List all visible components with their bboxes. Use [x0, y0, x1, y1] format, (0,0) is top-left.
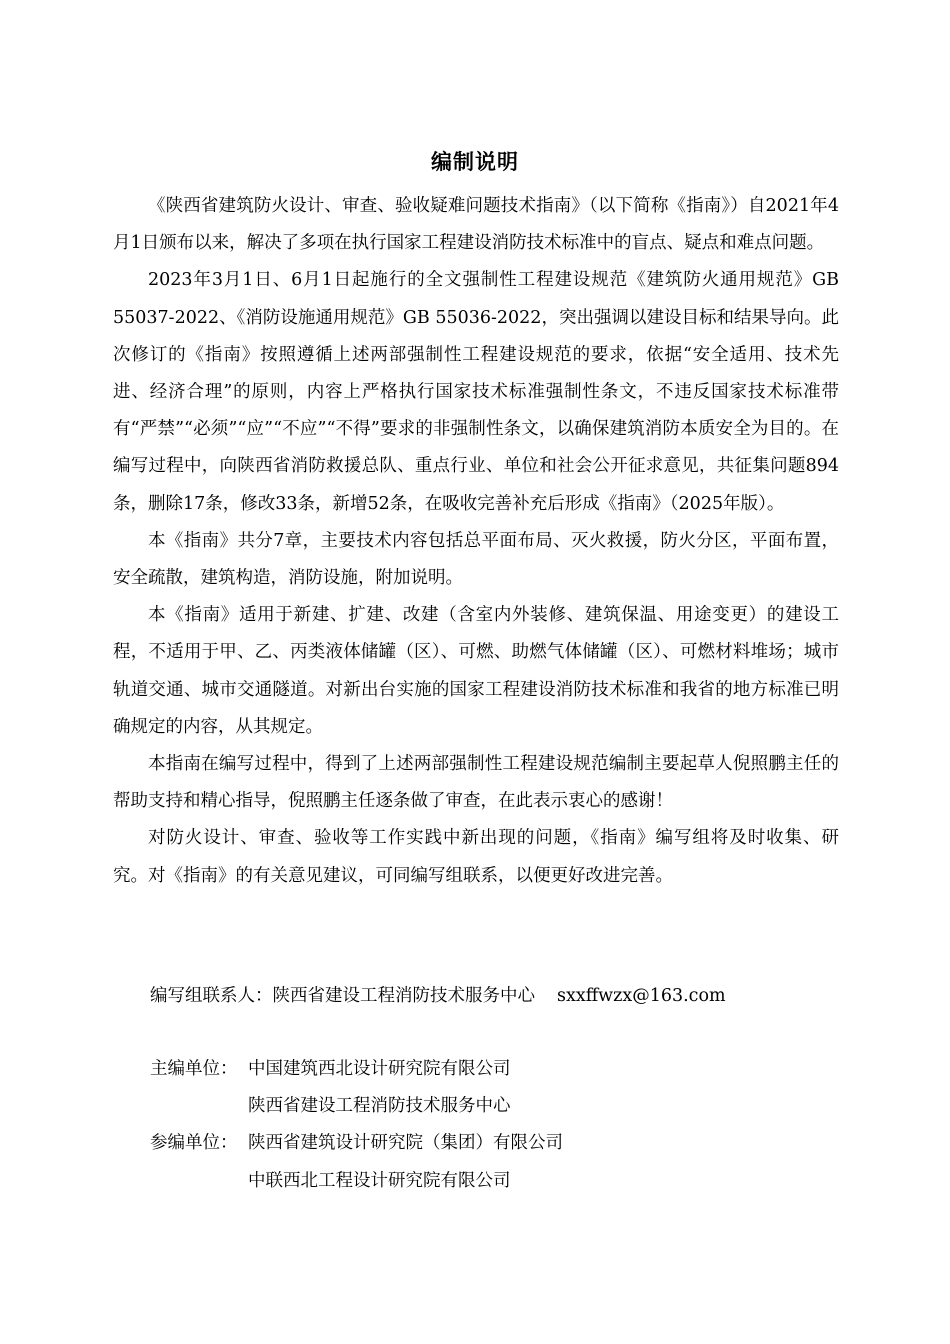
- paragraph-feedback: 对防火设计、审查、验收等工作实践中新出现的问题，《指南》编写组将及时收集、研究。对《指南》的有关意见建议，可同编写组联系，以便更好改进完善。: [113, 828, 839, 886]
- participating-units-label: 参编单位：: [150, 1133, 238, 1154]
- participating-unit-row: [150, 1163, 563, 1200]
- participating-unit-row: [150, 1125, 563, 1162]
- contact-email: sxxffwzx@163.com: [557, 986, 726, 1006]
- chief-units-label: 主编单位：: [150, 1059, 238, 1079]
- editing-units: [150, 1051, 563, 1200]
- paragraph-acknowledgement: 本指南在编写过程中，得到了上述两部强制性工程建设规范编制主要起草人倪照鹏主任的帮助支持和精心指导，倪照鹏主任逐条做了审查，在此表示衷心的感谢！: [113, 754, 839, 812]
- contact-line: [150, 978, 726, 1014]
- page-title: 编制说明: [431, 150, 519, 174]
- contact-label: 编写组联系人：陕西省建设工程消防技术服务中心: [150, 986, 535, 1006]
- unit-label-spacer: [150, 1163, 248, 1200]
- participating-unit-name: 陕西省建筑设计研究院（集团）有限公司: [248, 1133, 563, 1154]
- paragraph-revision: 2023年3月1日、6月1日起施行的全文强制性工程建设规范《建筑防火通用规范》GB 55037-2022、《消防设施通用规范》GB 55036-2022，突出强调以建设目标和结果导向。此次修订的《指南》按照遵循上述两部强制性工程建设规范的要求，依据“安全适用、技术先进、经济合理”的原则，内容上严格执行国家技术标准强制性条文，不违反国家技术标准带有“严禁”“必须”“应”“不应”“不得”要求的非强制性条文，以确保建筑消防本质安全为目的。在编写过程中，向陕西省消防救援总队、重点行业、单位和社会公开征求意见，共征集问题894条，删除17条，修改33条，新增52条，在吸收完善补充后形成《指南》（2025年版）。: [113, 270, 839, 514]
- chief-unit-name: 中国建筑西北设计研究院有限公司: [248, 1059, 511, 1079]
- chief-unit-row: [150, 1088, 563, 1125]
- chief-unit-name: 陕西省建设工程消防技术服务中心: [248, 1096, 511, 1117]
- participating-unit-name: 中联西北工程设计研究院有限公司: [248, 1170, 511, 1191]
- paragraph-intro: 《陕西省建筑防火设计、审查、验收疑难问题技术指南》（以下简称《指南》）自2021年4月1日颁布以来，解决了多项在执行国家工程建设消防技术标准中的盲点、疑点和难点问题。: [113, 196, 839, 254]
- body-text: [113, 188, 839, 895]
- paragraph-scope: 本《指南》适用于新建、扩建、改建（含室内外装修、建筑保温、用途变更）的建设工程，不适用于甲、乙、丙类液体储罐（区）、可燃、助燃气体储罐（区）、可燃材料堆场；城市轨道交通、城市交通隧道。对新出台实施的国家工程建设消防技术标准和我省的地方标准已明确规定的内容，从其规定。: [113, 605, 839, 737]
- paragraph-chapters: 本《指南》共分7章，主要技术内容包括总平面布局、灭火救援，防火分区，平面布置，安全疏散，建筑构造，消防设施，附加说明。: [113, 530, 839, 589]
- unit-label-spacer: [150, 1088, 248, 1125]
- chief-unit-row: [150, 1051, 563, 1088]
